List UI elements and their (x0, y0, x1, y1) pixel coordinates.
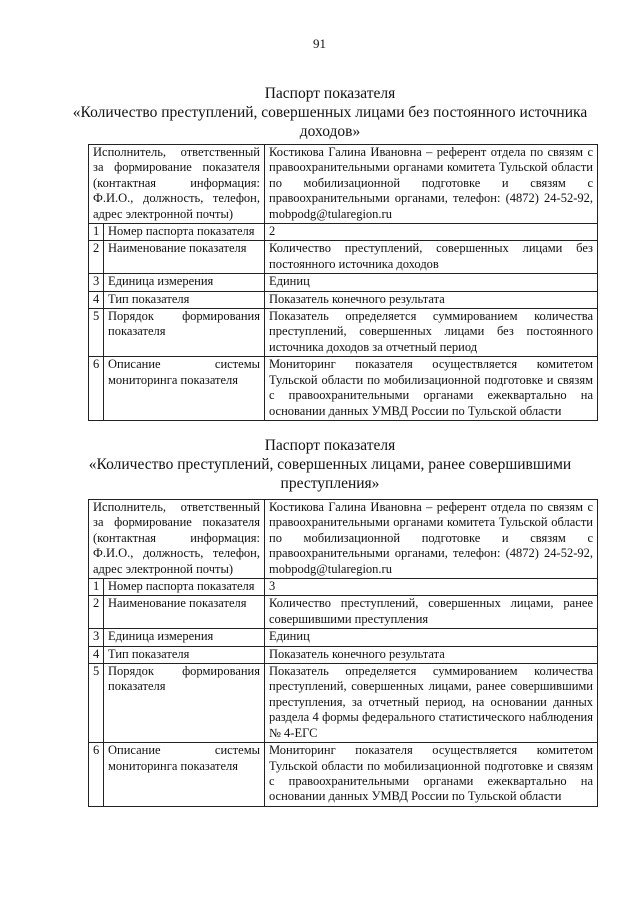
row-number: 4 (89, 291, 104, 308)
row-value: Мониторинг показателя осуществляется комитетом Тульской области по мобилизационной подготовке и связям с правоохранительными органами ежеквартально на основании данных УМВД России по Тульской области (265, 743, 598, 807)
executor-label: Исполнитель, ответственный за формирование показателя (контактная информация: Ф.И.О., должность, телефон, адрес электронной почты) (89, 500, 265, 579)
row-value: Единиц (265, 274, 598, 291)
row-value: Показатель определяется суммированием количества преступлений, совершенных лицами без постоянного источника доходов за отчетный период (265, 309, 598, 357)
row-value: Количество преступлений, совершенных лицами, ранее совершившими преступления (265, 596, 598, 629)
table-row (89, 500, 598, 579)
page-number: 91 (313, 36, 326, 51)
row-value: Показатель определяется суммированием количества преступлений, совершенных лицами, ранее совершившими преступления, за отчетный период, на основании данных раздела 4 формы федерального статистического наблюдения № 4-ЕГС (265, 664, 598, 743)
table-row (89, 357, 598, 421)
row-value: Показатель конечного результата (265, 291, 598, 308)
passport-heading: Паспорт показателя (264, 85, 396, 102)
row-number: 3 (89, 274, 104, 291)
row-number: 2 (89, 241, 104, 274)
table-row (89, 743, 598, 807)
row-number: 5 (89, 664, 104, 743)
row-label: Единица измерения (104, 274, 265, 291)
passport-title-1 (60, 84, 600, 141)
row-value: 3 (265, 579, 598, 596)
indicator-name-line-2: доходов» (299, 123, 361, 140)
passport-heading: Паспорт показателя (264, 437, 396, 454)
table-row (89, 579, 598, 596)
table-row (89, 224, 598, 241)
table-row (89, 145, 598, 224)
row-number: 2 (89, 596, 104, 629)
row-label: Описание системы мониторинга показателя (104, 357, 265, 421)
row-label: Порядок формирования показателя (104, 664, 265, 743)
row-value: Мониторинг показателя осуществляется комитетом Тульской области по мобилизационной подготовке и связям с правоохранительными органами ежеквартально на основании данных УМВД России по Тульской области (265, 357, 598, 421)
table-row (89, 629, 598, 646)
row-number: 3 (89, 629, 104, 646)
row-number: 4 (89, 646, 104, 663)
indicator-name-line-2: преступления» (280, 475, 380, 492)
row-label: Тип показателя (104, 291, 265, 308)
row-number: 6 (89, 357, 104, 421)
row-value: Единиц (265, 629, 598, 646)
table-row (89, 291, 598, 308)
passport-title-2 (60, 436, 600, 493)
row-number: 6 (89, 743, 104, 807)
executor-value: Костикова Галина Ивановна – референт отдела по связям с правоохранительными органами комитета Тульской области по мобилизационной подготовке и связям с правоохранительными органами, телефон: (4872) 24-52-92, mobpodg@tularegion.ru (265, 500, 598, 579)
executor-label: Исполнитель, ответственный за формирование показателя (контактная информация: Ф.И.О., должность, телефон, адрес электронной почты) (89, 145, 265, 224)
row-label: Описание системы мониторинга показателя (104, 743, 265, 807)
row-label: Порядок формирования показателя (104, 309, 265, 357)
row-value: 2 (265, 224, 598, 241)
table-row (89, 664, 598, 743)
table-row (89, 309, 598, 357)
indicator-name-line-1: «Количество преступлений, совершенных лицами без постоянного источника (72, 104, 588, 121)
table-row (89, 646, 598, 663)
row-number: 5 (89, 309, 104, 357)
passport-table-1 (88, 144, 598, 421)
row-label: Наименование показателя (104, 241, 265, 274)
row-label: Тип показателя (104, 646, 265, 663)
row-value: Показатель конечного результата (265, 646, 598, 663)
passport-table-2 (88, 499, 598, 807)
table-row (89, 274, 598, 291)
indicator-name-line-1: «Количество преступлений, совершенных лицами, ранее совершившими (88, 456, 572, 473)
row-value: Количество преступлений, совершенных лицами без постоянного источника доходов (265, 241, 598, 274)
executor-value: Костикова Галина Ивановна – референт отдела по связям с правоохранительными органами комитета Тульской области по мобилизационной подготовке и связям с правоохранительными органами, телефон: (4872) 24-52-92, mobpodg@tularegion.ru (265, 145, 598, 224)
table-row (89, 241, 598, 274)
table-row (89, 596, 598, 629)
row-number: 1 (89, 579, 104, 596)
row-number: 1 (89, 224, 104, 241)
row-label: Номер паспорта показателя (104, 579, 265, 596)
row-label: Наименование показателя (104, 596, 265, 629)
row-label: Единица измерения (104, 629, 265, 646)
row-label: Номер паспорта показателя (104, 224, 265, 241)
